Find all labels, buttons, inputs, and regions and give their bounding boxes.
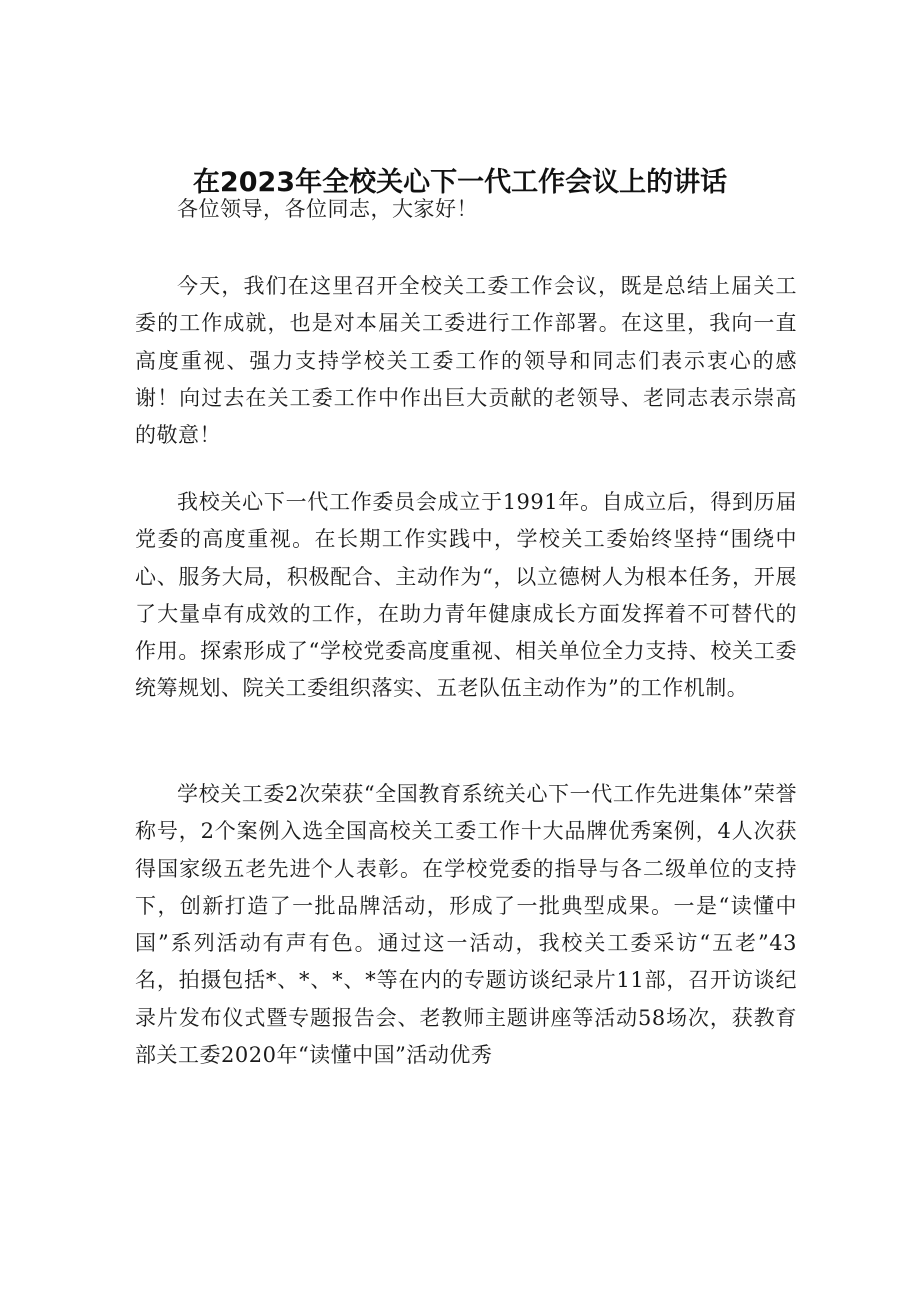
paragraph-opening: 今天，我们在这里召开全校关工委工作会议，既是总结上届关工委的工作成就，也是对本届关工委进行工作部署。在这里，我向一直高度重视、强力支持学校关工委工作的领导和同志们表示衷心的感谢！向过去在关工委工作中作出巨大贡献的老领导、老同志表示崇高的敬意！ xyxy=(135,274,797,448)
paragraph-achievements: 学校关工委2次荣获“全国教育系统关心下一代工作先进集体”荣誉称号，2个案例入选全国高校关工委工作十大品牌优秀案例，4人次获得国家级五老先进个人表彰。在学校党委的指导与各二级单位的支持下，创新打造了一批品牌活动，形成了一批典型成果。一是“读懂中国”系列活动有声有色。通过这一活动，我校关工委采访“五老”43名，拍摄包括*、*、*、*等在内的专题访谈纪录片11部，召开访谈纪录片发布仪式暨专题报告会、老教师主题讲座等活动58场次，获教育部关工委2020年“读懂中国”活动优秀 xyxy=(135,782,797,1068)
document-title: 在2023年全校关心下一代工作会议上的讲话 xyxy=(192,167,728,198)
paragraph-greeting: 各位领导，各位同志，大家好！ xyxy=(177,197,478,221)
paragraph-history: 我校关心下一代工作委员会成立于1991年。自成立后，得到历届党委的高度重视。在长期工作实践中，学校关工委始终坚持“围绕中心、服务大局，积极配合、主动作为“，以立德树人为根本任务，开展了大量卓有成效的工作，在助力青年健康成长方面发挥着不可替代的作用。探索形成了“学校党委高度重视、相关单位全力支持、校关工委统筹规划、院关工委组织落实、五老队伍主动作为”的工作机制。 xyxy=(135,490,797,701)
